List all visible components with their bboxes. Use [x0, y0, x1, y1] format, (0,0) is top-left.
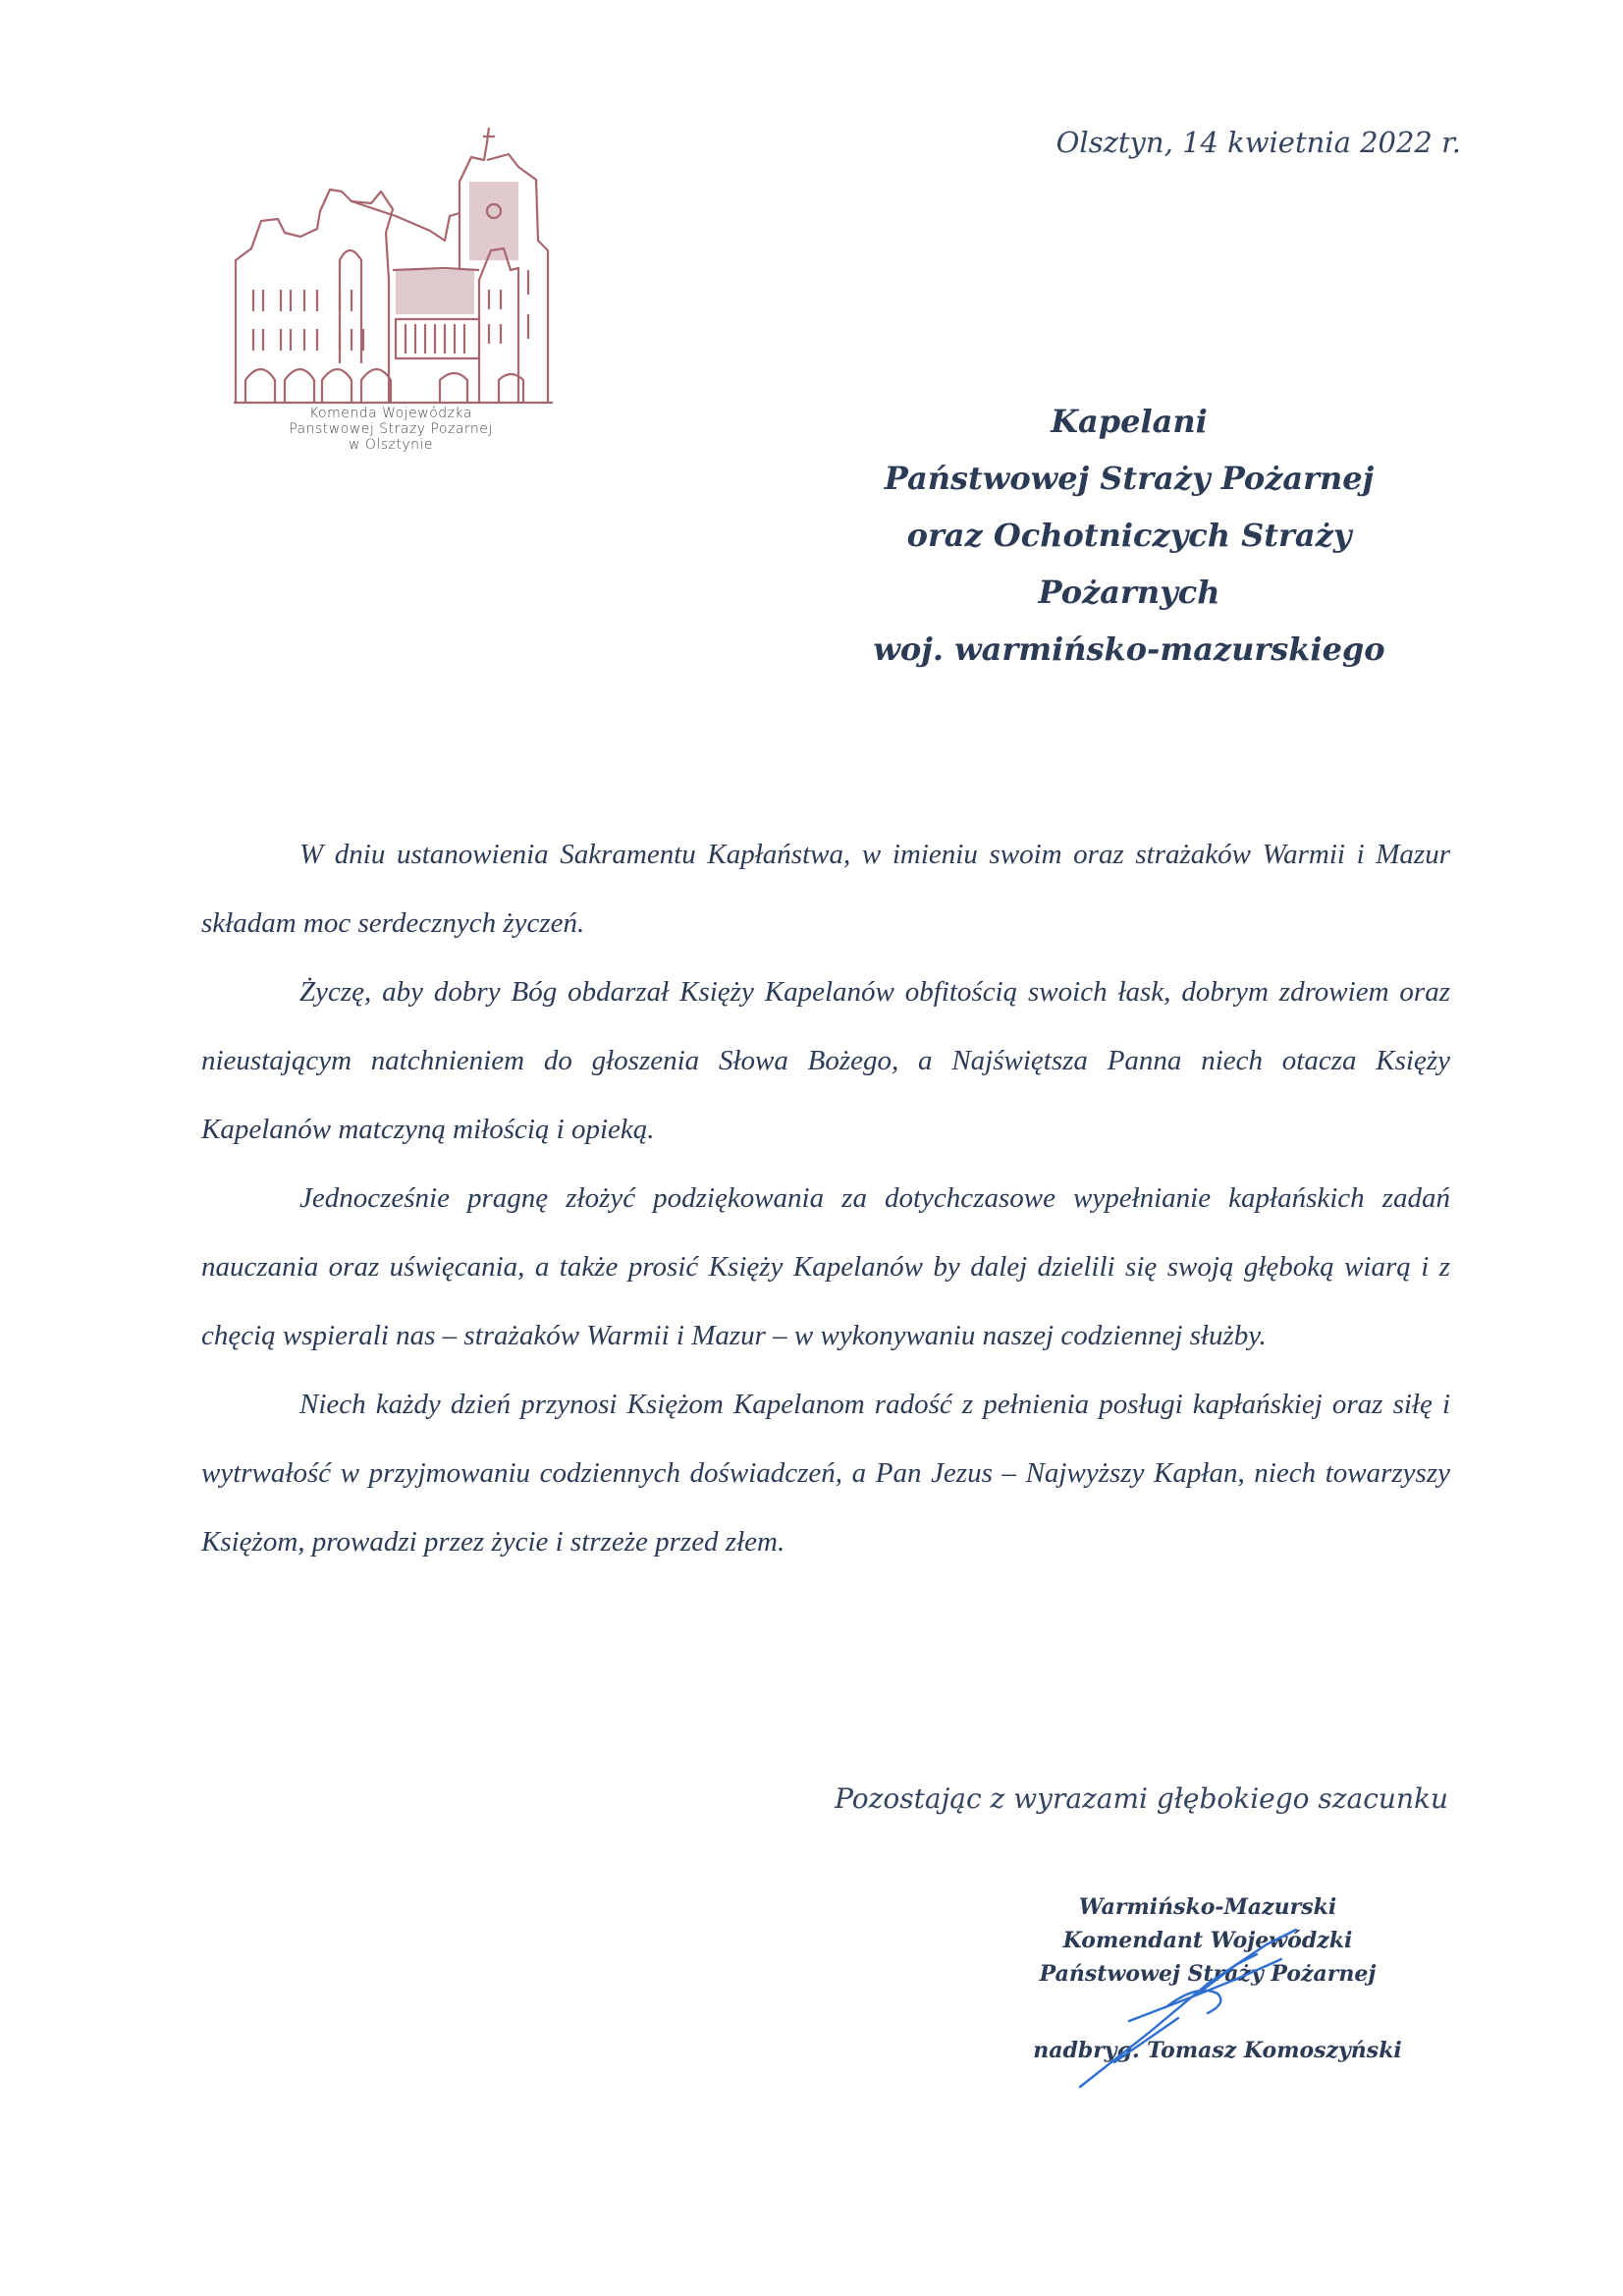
body-paragraph: Życzę, aby dobry Bóg obdarzał Księży Kapelanów obfitością swoich łask, dobrym zdrowiem oraz nieustającym natchnieniem do głoszenia Słowa Bożego, a Najświętsza Panna niech otacza Księży Kapelanów matczyną miłością i opieką. [201, 976, 1450, 1145]
addressee-line: Państwowej Straży Pożarnej [884, 460, 1375, 497]
addressee-block [815, 393, 1443, 678]
letter-date: Olsztyn, 14 kwietnia 2022 r. [1055, 126, 1461, 159]
signature-title-line: Komendant Wojewódzki [1062, 1928, 1353, 1953]
addressee-line: woj. warmińsko-mazurskiego [873, 630, 1385, 668]
caption-line: Komenda Wojewódzka [309, 406, 472, 421]
addressee-line: oraz Ochotniczych Straży Pożarnych [906, 517, 1352, 611]
signer-name: nadbryg. Tomasz Komoszyński [1033, 2038, 1402, 2063]
handwritten-signature-icon [1070, 1925, 1306, 2092]
letter-body [201, 820, 1450, 1576]
signature-title-line: Państwowej Straży Pożarnej [1039, 1961, 1377, 1987]
body-paragraph: Niech każdy dzień przynosi Księżom Kapelanom radość z pełnienia posługi kapłańskiej oraz siłę i wytrwałość w przyjmowaniu codziennych doświadczeń, a Pan Jezus – Najwyższy Kapłan, niech towarzyszy Księżom, prowadzi przez życie i strzeże przed złem. [201, 1389, 1450, 1558]
signature-title-line: Warmińsko-Mazurski [1078, 1894, 1337, 1920]
body-paragraph: Jednocześnie pragnę złożyć podziękowania za dotychczasowe wypełnianie kapłańskich zadań nauczania oraz uświęcania, a także prosić Księży Kapelanów by dalej dzielili się swoją głęboką wiarą i z chęcią wspierali nas – strażaków Warmii i Mazur – w wykonywaniu naszej codziennej służby. [201, 1182, 1450, 1351]
letterhead-logo [224, 123, 558, 466]
letterhead-caption [224, 406, 558, 453]
caption-line: Panstwowej Strazy Pozarnej [289, 421, 493, 437]
fire-station-building-icon [224, 123, 558, 408]
body-paragraph: W dniu ustanowienia Sakramentu Kapłaństwa, w imieniu swoim oraz strażaków Warmii i Mazur składam moc serdecznych życzeń. [201, 839, 1450, 939]
addressee-line: Kapelani [1051, 403, 1208, 440]
caption-line: w Olsztynie [348, 437, 434, 453]
closing-phrase: Pozostając z wyrazami głębokiego szacunku [835, 1782, 1448, 1815]
